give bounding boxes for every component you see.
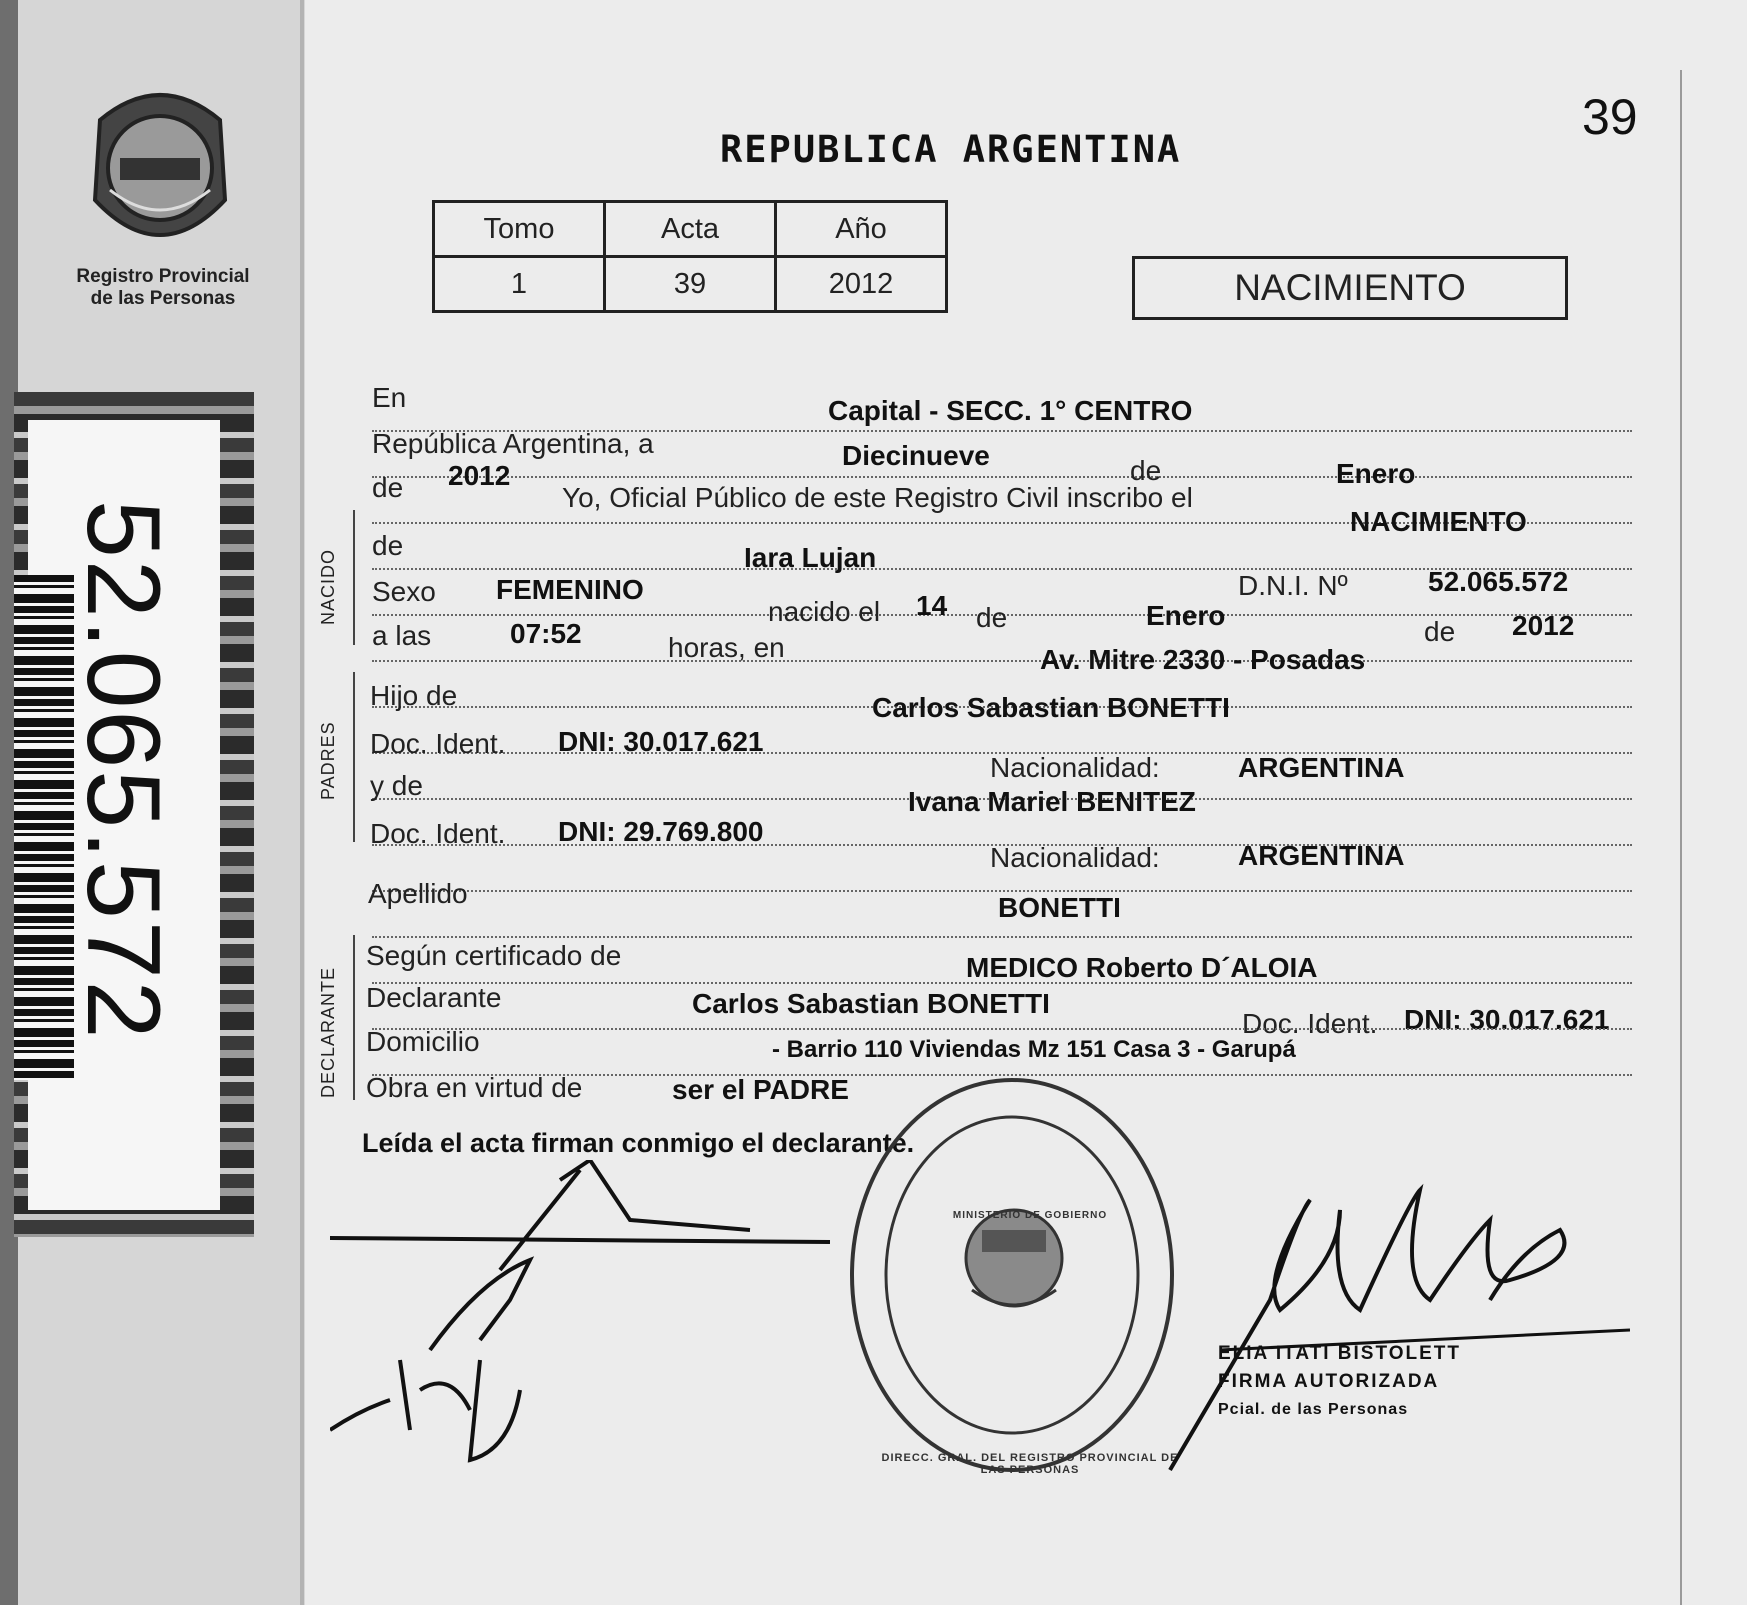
page-number: 39 <box>1582 89 1638 145</box>
label-padre-nacionalidad: Nacionalidad: <box>990 752 1160 783</box>
value-padre-doc: DNI: 30.017.621 <box>558 726 764 757</box>
line-nombre <box>372 530 1632 570</box>
label-oficial: Yo, Oficial Público de este Registro Civil inscribo el <box>562 482 1193 513</box>
value-hora: 07:52 <box>510 618 582 649</box>
value-en: Capital - SECC. 1° CENTRO <box>828 395 1193 426</box>
label-de-anio: de <box>372 472 404 503</box>
register-header-row <box>434 202 947 257</box>
nacido-bar <box>353 510 355 645</box>
page-fold <box>300 0 304 1605</box>
label-horas-en: horas, en <box>668 632 785 663</box>
value-inscribo: NACIMIENTO <box>1350 506 1527 537</box>
label-sexo: Sexo <box>372 576 436 607</box>
value-padre: Carlos Sabastian BONETTI <box>872 692 1230 723</box>
official-stamp-icon <box>842 1070 1182 1480</box>
value-domicilio: - Barrio 110 Viviendas Mz 151 Casa 3 - Garupá <box>772 1036 1296 1063</box>
label-declarante: Declarante <box>366 982 502 1013</box>
value-nac-mes: Enero <box>1146 600 1226 631</box>
register-value-tomo: 1 <box>434 257 605 312</box>
value-nombre: Iara Lujan <box>744 542 877 573</box>
registry-caption <box>58 266 268 310</box>
provincial-seal-icon <box>80 80 240 260</box>
section-label-padres: PADRES <box>318 721 338 800</box>
value-madre: Ivana Mariel BENITEZ <box>908 786 1196 817</box>
line-domicilio <box>372 990 1632 1030</box>
label-en: En <box>372 382 407 413</box>
label-madre-doc: Doc. Ident. <box>370 818 506 849</box>
label-republica: República Argentina, a <box>372 428 654 459</box>
registry-caption-line1: Registro Provincial <box>76 266 250 287</box>
label-segun: Según certificado de <box>366 940 622 971</box>
register-value-anio: 2012 <box>776 257 947 312</box>
officer-signature-icon <box>1160 1180 1630 1480</box>
label-domicilio: Domicilio <box>366 1026 480 1057</box>
value-dia: Diecinueve <box>842 440 990 471</box>
label-de-nac-mes: de <box>976 602 1008 633</box>
registry-caption-line2: de las Personas <box>90 288 236 309</box>
label-de-nac-anio: de <box>1424 616 1456 647</box>
value-certificado: MEDICO Roberto D´ALOIA <box>966 952 1318 983</box>
line-apellido <box>372 852 1632 892</box>
stamp-inner-text: MINISTERIO DE GOBIERNO <box>952 1210 1108 1221</box>
register-header-anio: Año <box>776 202 947 257</box>
padres-bar <box>353 672 355 842</box>
act-type-box: NACIMIENTO <box>1132 256 1568 320</box>
value-nac-anio: 2012 <box>1512 610 1575 641</box>
label-dni: D.N.I. Nº <box>1238 570 1348 601</box>
label-de-nombre: de <box>372 530 404 561</box>
register-header-tomo: Tomo <box>434 202 605 257</box>
register-value-row <box>434 257 947 312</box>
section-label-nacido: NACIDO <box>318 548 338 625</box>
label-a-las: a las <box>372 620 432 651</box>
value-obra: ser el PADRE <box>672 1074 849 1105</box>
document-title: REPUBLICA ARGENTINA <box>720 128 1182 171</box>
officer-block <box>1218 1340 1461 1424</box>
value-madre-nacionalidad: ARGENTINA <box>1238 840 1405 871</box>
value-madre-doc: DNI: 29.769.800 <box>558 816 764 847</box>
officer-role: FIRMA AUTORIZADA <box>1218 1371 1440 1392</box>
value-padre-nacionalidad: ARGENTINA <box>1238 752 1405 783</box>
label-de-mes: de <box>1130 455 1162 486</box>
value-nac-dia: 14 <box>916 590 948 621</box>
label-apellido: Apellido <box>368 878 468 909</box>
vertical-dni-number: 52.065.572 <box>65 500 181 1041</box>
value-mes: Enero <box>1336 458 1416 489</box>
register-header-acta: Acta <box>605 202 776 257</box>
officer-name: ELIA ITATI BISTOLETT <box>1218 1343 1462 1364</box>
line-segun <box>372 898 1632 938</box>
declarante-bar <box>353 935 355 1100</box>
officer-office: Pcial. de las Personas <box>1218 1401 1409 1418</box>
label-nacido-el: nacido el <box>768 596 881 627</box>
value-declarante-doc: DNI: 30.017.621 <box>1404 1004 1610 1035</box>
register-value-acta: 39 <box>605 257 776 312</box>
value-sexo: FEMENINO <box>496 574 644 605</box>
closing-text: Leída el acta firman conmigo el declarante. <box>362 1128 915 1158</box>
stamp-outer-text: DIRECC. GRAL. DEL REGISTRO PROVINCIAL DE LAS PERSONAS <box>881 1452 1179 1476</box>
label-y-de: y de <box>370 770 423 801</box>
line-declarante <box>372 944 1632 984</box>
label-declarante-doc: Doc. Ident. <box>1242 1008 1378 1039</box>
value-apellido: BONETTI <box>998 892 1121 923</box>
declarant-signature-icon <box>330 1160 850 1480</box>
register-table <box>432 200 948 313</box>
value-declarante: Carlos Sabastian BONETTI <box>692 988 1050 1019</box>
value-lugar: Av. Mitre 2330 - Posadas <box>1040 644 1366 675</box>
value-anio: 2012 <box>448 460 511 491</box>
page-edge <box>1680 70 1682 1605</box>
label-madre-nacionalidad: Nacionalidad: <box>990 842 1160 873</box>
section-label-declarante: DECLARANTE <box>318 966 338 1098</box>
label-padre-doc: Doc. Ident. <box>370 728 506 759</box>
label-obra: Obra en virtud de <box>366 1072 583 1103</box>
label-hijo-de: Hijo de <box>370 680 458 711</box>
value-dni: 52.065.572 <box>1428 566 1569 597</box>
